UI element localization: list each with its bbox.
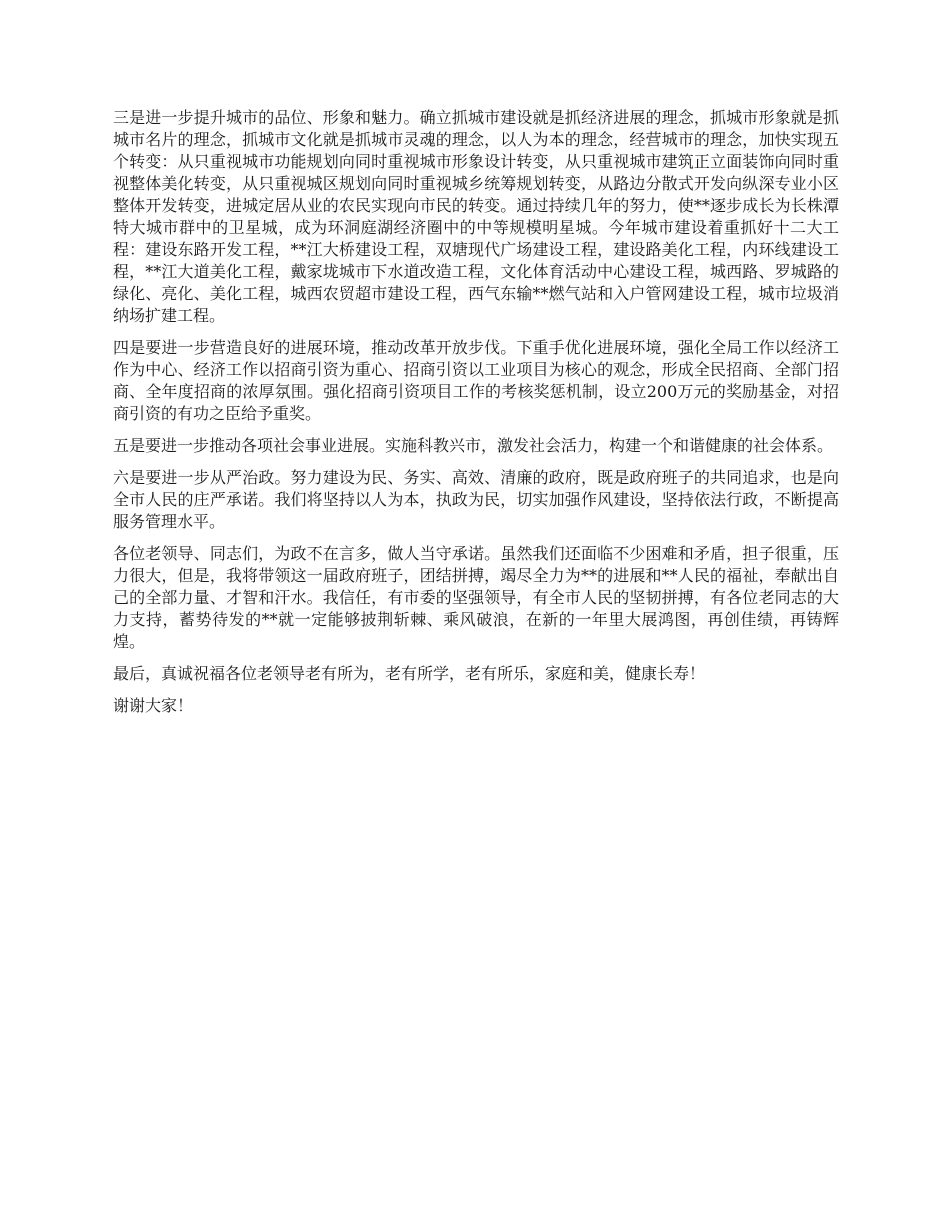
paragraph-social-affairs: 五是要进一步推动各项社会事业进展。实施科教兴市，激发社会活力，构建一个和谐健康的社会体系。 (113, 436, 834, 455)
paragraph-city-image: 三是进一步提升城市的品位、形象和魅力。确立抓城市建设就是抓经济进展的理念，抓城市形象就是抓城市名片的理念，抓城市文化就是抓城市灵魂的理念，以人为本的理念，经营城市的理念，加快实现五个转变：从只重视城市功能规划向同时重视城市形象设计转变，从只重视城市建筑正立面装饰向同时重视整体美化转变，从只重视城区规划向同时重视城乡统筹规划转变，从路边分散式开发向纵深专业小区整体开发转变，进城定居从业的农民实现向市民的转变。通过持续几年的努力，使**逐步成长为长株潭特大城市群中的卫星城，成为环洞庭湖经济圈中的中等规模明星城。今年城市建设着重抓好十二大工程：建设东路开发工程，**江大桥建设工程，双塘现代广场建设工程，建设路美化工程，内环线建设工程，**江大道美化工程，戴家垅城市下水道改造工程，文化体育活动中心建设工程，城西路、罗城路的绿化、亮化、美化工程，城西农贸超市建设工程，西气东输**燃气站和入户管网建设工程，城市垃圾消纳场扩建工程。 (113, 108, 839, 325)
paragraph-thanks: 谢谢大家！ (113, 696, 194, 715)
paragraph-commitment: 各位老领导、同志们，为政不在言多，做人当守承诺。虽然我们还面临不少困难和矛盾，担子很重，压力很大，但是，我将带领这一届政府班子，团结拼搏，竭尽全力为**的进展和**人民的福祉，奉献出自己的全部力量、才智和汗水。我信任，有市委的坚强领导，有全市人民的坚韧拼搏，有各位老同志的大力支持，蓄势待发的**就一定能够披荆斩棘、乘风破浪，在新的一年里大展鸿图，再创佳绩，再铸辉煌。 (113, 544, 839, 651)
paragraph-blessing: 最后，真诚祝福各位老领导老有所为，老有所学，老有所乐，家庭和美，健康长寿！ (113, 664, 706, 683)
document-body (113, 107, 839, 727)
paragraph-environment: 四是要进一步营造良好的进展环境，推动改革开放步伐。下重手优化进展环境，强化全局工作以经济工作为中心、经济工作以招商引资为重心、招商引资以工业项目为核心的观念，形成全民招商、全部门招商、全年度招商的浓厚氛围。强化招商引资项目工作的考核奖惩机制，设立200万元的奖励基金，对招商引资的有功之臣给予重奖。 (113, 338, 839, 423)
paragraph-governance: 六是要进一步从严治政。努力建设为民、务实、高效、清廉的政府，既是政府班子的共同追求，也是向全市人民的庄严承诺。我们将坚持以人为本，执政为民，切实加强作风建设，坚持依法行政，不断提高服务管理水平。 (113, 468, 839, 531)
